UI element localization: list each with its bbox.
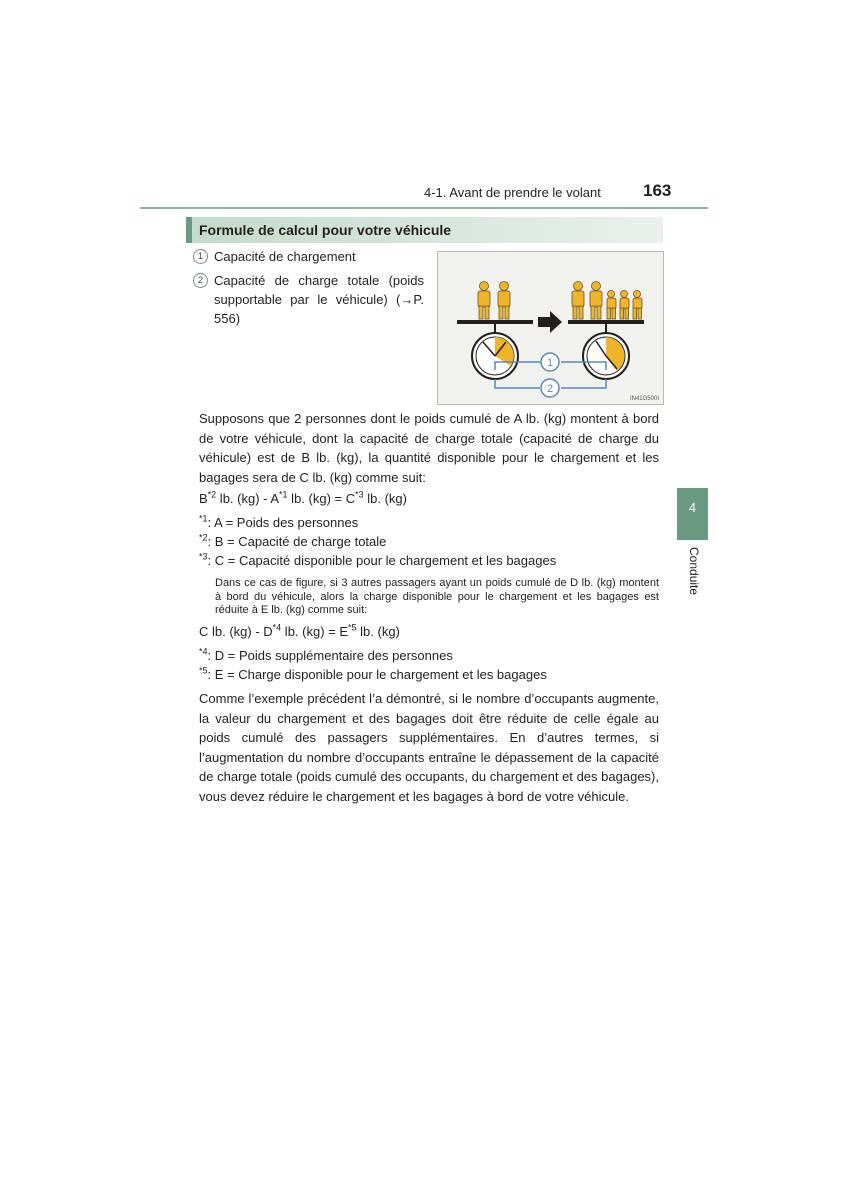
- scale-bar-right: [568, 320, 644, 324]
- people-group-right-icon: [572, 282, 642, 320]
- callout-number-icon: 1: [193, 249, 208, 264]
- chapter-number: 4: [688, 500, 697, 515]
- callout-text: Capacité de charge totale (poids supportable par le véhicule) (→P. 556): [214, 273, 424, 326]
- page-number: 163: [643, 181, 672, 200]
- small-note: Dans ce cas de figure, si 3 autres passagers ayant un poids cumulé de D lb. (kg) montent à bord du véhicule, alors la charge disponible pour le chargement et les bagages est réduite à E lb. (kg) comme suit:: [215, 577, 659, 616]
- arrow-right-icon: [538, 311, 562, 333]
- load-capacity-figure: [437, 251, 664, 405]
- note-item: $^{*2}$: B = Capacité de charge totale: [199, 532, 387, 549]
- gauge-left-icon: [472, 333, 518, 379]
- note-item: $^{*1}$: A = Poids des personnes: [199, 513, 359, 530]
- figure-label-1: 1: [546, 357, 554, 369]
- chapter-tab[interactable]: [677, 488, 708, 540]
- note-item: $^{*4}$: D = Poids supplémentaire des personnes: [199, 646, 453, 663]
- figure-label-2: 2: [546, 383, 554, 395]
- scale-bar-left: [457, 320, 533, 324]
- header-section-title: 4-1. Avant de prendre le volant: [424, 185, 601, 200]
- people-group-left-icon: [478, 282, 510, 320]
- paragraph-1: Supposons que 2 personnes dont le poids cumulé de A lb. (kg) montent à bord de votre véhicule, dont la capacité de charge totale (capacité de charge du véhicule) est de B lb. (kg), la quantité disponible pour le chargement et les bagages sera de C lb. (kg) comme suit:: [199, 411, 659, 485]
- note-item: $^{*5}$: E = Charge disponible pour le chargement et les bagages: [199, 665, 547, 682]
- gauge-right-icon: [583, 333, 629, 379]
- note-item: $^{*3}$: C = Capacité disponible pour le chargement et les bagages: [199, 551, 557, 568]
- load-capacity-diagram: [438, 252, 663, 404]
- paragraph-2: Comme l’exemple précédent l’a démontré, si le nombre d’occupants augmente, la valeur du chargement et des bagages doit être réduite de celle égale au poids cumulé des passagers supplémentaires. En d’autres termes, si l’augmentation du nombre d’occupants entraîne le dépassement de la capacité de charge totale (poids cumulé des occupants, du chargement et des bagages), vous devez réduire le chargement et les bagages à bord de votre véhicule.: [199, 691, 659, 804]
- chapter-label: Conduite: [687, 547, 701, 596]
- header-divider: [140, 207, 708, 209]
- callout-text: Capacité de chargement: [214, 249, 356, 264]
- section-title: Formule de calcul pour votre véhicule: [186, 217, 663, 243]
- figure-code: IN41G500I: [629, 396, 659, 402]
- formula-1: $B^{*2}$ lb. $(kg) - A^{*1}$ lb. $(kg) = C^{*3}$ lb. (kg): [199, 489, 407, 506]
- callout-number-icon: 2: [193, 273, 208, 288]
- formula-2: C lb. $(kg) - D^{*4}$ lb. $(kg) = E^{*5}$ lb. (kg): [199, 622, 400, 639]
